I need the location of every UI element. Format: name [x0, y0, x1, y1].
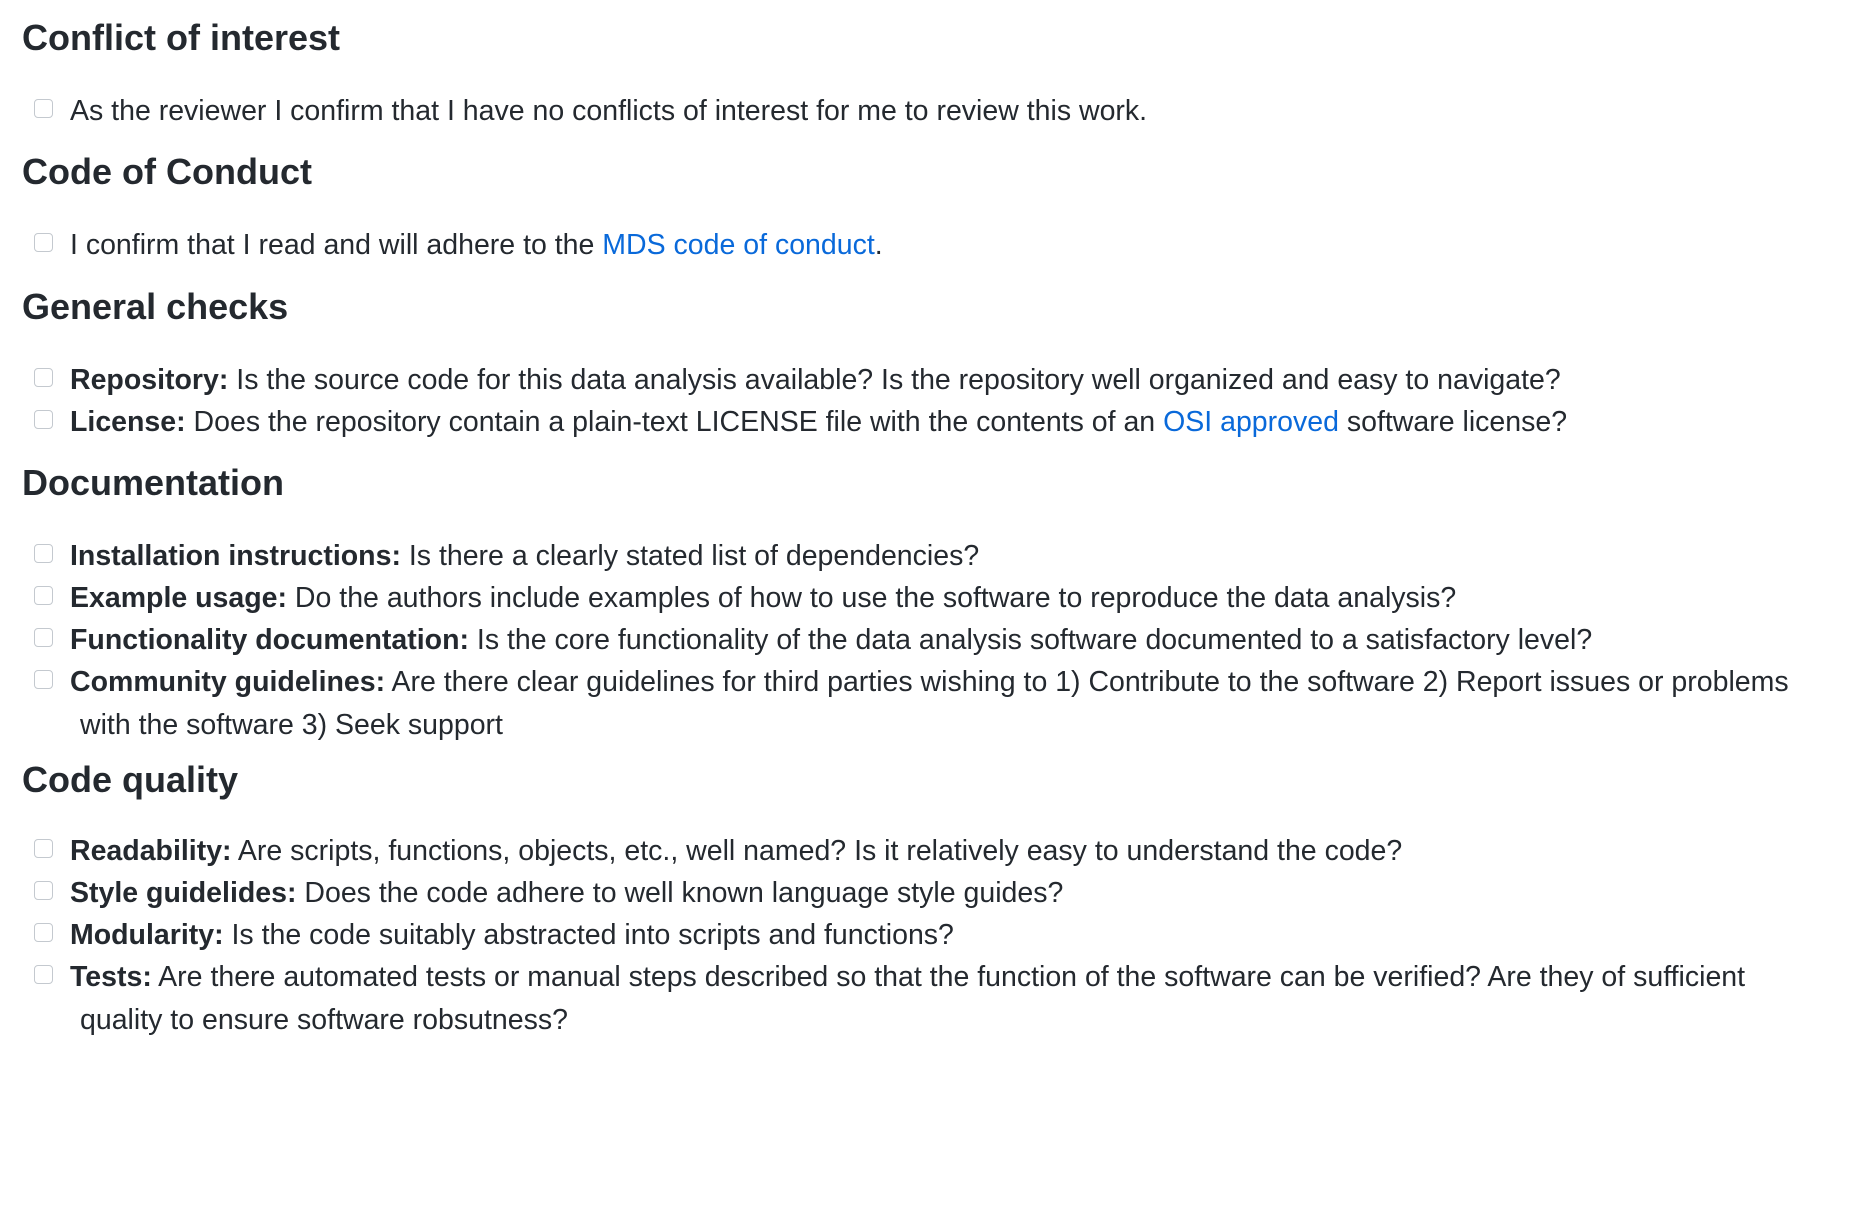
checklist	[22, 535, 1871, 747]
item-text: Is the source code for this data analysis available? Is the repository well organized and easy to navigate?	[228, 364, 1561, 396]
list-item	[22, 359, 1871, 401]
list-item	[22, 577, 1871, 619]
item-text: Do the authors include examples of how to use the software to reproduce the data analysis?	[287, 582, 1457, 614]
mds-code-of-conduct-link[interactable]: MDS code of conduct	[602, 229, 875, 261]
item-text: Are there automated tests or manual steps described so that the function of the software can be verified? Are they of sufficient	[151, 961, 1746, 993]
item-text: Is the core functionality of the data analysis software documented to a satisfactory level?	[469, 624, 1593, 656]
section-conflict-of-interest	[22, 18, 1871, 132]
item-text: I confirm that I read and will adhere to the	[70, 229, 603, 261]
item-text: software license?	[1338, 406, 1568, 438]
checklist	[22, 90, 1871, 132]
item-label: Readability:	[70, 835, 232, 867]
checkbox[interactable]	[34, 586, 53, 605]
checkbox[interactable]	[34, 923, 53, 942]
item-label: Functionality documentation:	[70, 624, 469, 656]
item-label: Modularity:	[70, 919, 224, 951]
list-item	[22, 661, 1871, 747]
list-item	[22, 224, 1871, 266]
item-text: Are scripts, functions, objects, etc., well named? Is it relatively easy to understand the code?	[231, 835, 1403, 867]
item-text-continued: quality to ensure software robsutness?	[80, 1004, 568, 1036]
section-code-quality	[22, 760, 1871, 1042]
checkbox[interactable]	[34, 99, 53, 118]
item-label: Tests:	[70, 961, 152, 993]
list-item	[22, 401, 1871, 443]
item-label: Style guidelides:	[70, 877, 297, 909]
list-item	[22, 619, 1871, 661]
list-item	[22, 535, 1871, 577]
item-text: Does the repository contain a plain-text LICENSE file with the contents of an	[185, 406, 1164, 438]
checklist	[22, 359, 1871, 443]
section-title: Code of Conduct	[22, 151, 312, 192]
list-item	[22, 830, 1871, 872]
checkbox[interactable]	[34, 368, 53, 387]
section-title: Documentation	[22, 462, 285, 503]
section-title: General checks	[22, 286, 289, 327]
item-text: Are there clear guidelines for third parties wishing to 1) Contribute to the software 2) Report issues or problems	[385, 666, 1789, 698]
checklist	[22, 224, 1871, 266]
item-label: Example usage:	[70, 582, 288, 614]
checkbox[interactable]	[34, 881, 53, 900]
checklist	[22, 830, 1871, 1042]
item-label: Repository:	[70, 364, 229, 396]
item-text: Is the code suitably abstracted into scripts and functions?	[223, 919, 954, 951]
item-label: Community guidelines:	[70, 666, 386, 698]
list-item	[22, 956, 1871, 1042]
osi-approved-link[interactable]: OSI approved	[1163, 406, 1339, 438]
section-documentation	[22, 463, 1871, 747]
checkbox[interactable]	[34, 410, 53, 429]
section-code-of-conduct	[22, 152, 1871, 266]
item-text: Does the code adhere to well known language style guides?	[296, 877, 1064, 909]
item-text: Is there a clearly stated list of dependencies?	[400, 540, 980, 572]
checkbox[interactable]	[34, 233, 53, 252]
item-text: .	[874, 229, 883, 261]
section-title: Code quality	[22, 759, 239, 800]
list-item	[22, 90, 1871, 132]
checkbox[interactable]	[34, 670, 53, 689]
item-text-continued: with the software 3) Seek support	[80, 709, 503, 741]
section-title: Conflict of interest	[22, 17, 341, 58]
checkbox[interactable]	[34, 544, 53, 563]
list-item	[22, 872, 1871, 914]
list-item	[22, 914, 1871, 956]
item-label: License:	[70, 406, 186, 438]
item-label: Installation instructions:	[70, 540, 401, 572]
checkbox[interactable]	[34, 628, 53, 647]
section-general-checks	[22, 287, 1871, 443]
checkbox[interactable]	[34, 965, 53, 984]
item-text: As the reviewer I confirm that I have no conflicts of interest for me to review this work.	[70, 95, 1148, 127]
checkbox[interactable]	[34, 839, 53, 858]
